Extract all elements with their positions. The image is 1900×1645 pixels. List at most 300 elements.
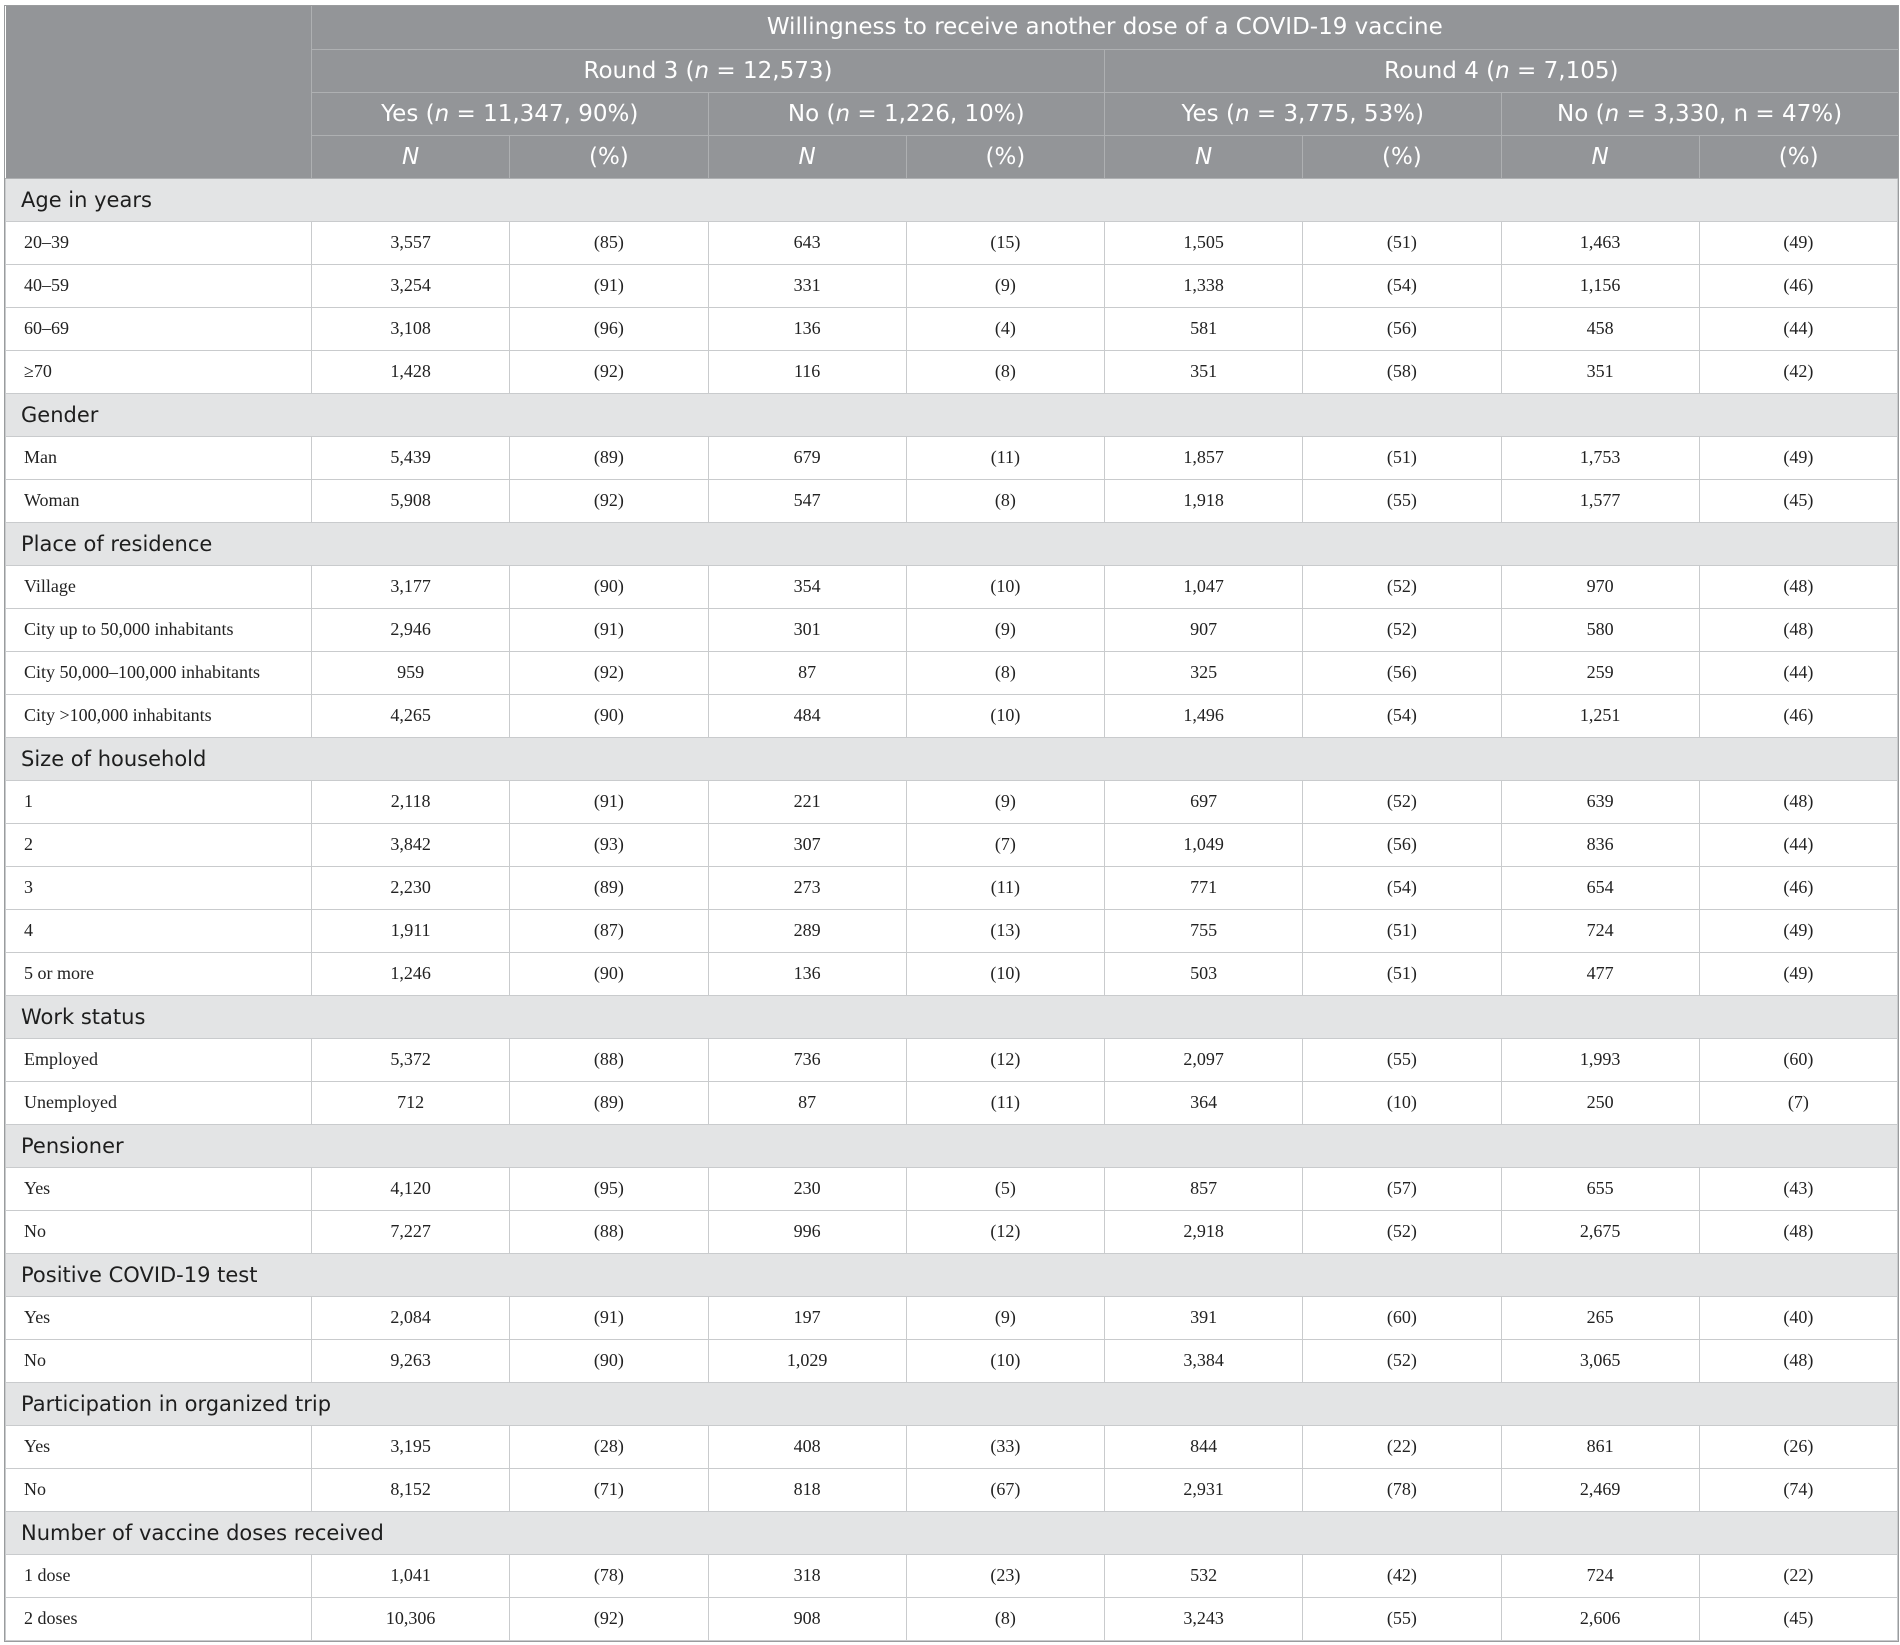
- cell-percent: (12): [906, 1038, 1104, 1081]
- cell-percent: (10): [906, 694, 1104, 737]
- cell-count: 1,047: [1105, 565, 1303, 608]
- cell-percent: (92): [510, 479, 708, 522]
- cell-percent: (51): [1303, 436, 1501, 479]
- col-header-n: N: [708, 135, 906, 178]
- table-row: [6, 1554, 1898, 1597]
- cell-count: 1,857: [1105, 436, 1303, 479]
- group-label: No: [787, 100, 820, 127]
- row-label: 40–59: [6, 264, 312, 307]
- cell-percent: (22): [1303, 1425, 1501, 1468]
- cell-percent: (46): [1699, 866, 1897, 909]
- group-n: 1,226, 10%: [883, 100, 1016, 127]
- cell-percent: (52): [1303, 608, 1501, 651]
- cell-count: 1,993: [1501, 1038, 1699, 1081]
- cell-percent: (58): [1303, 350, 1501, 393]
- cell-count: 836: [1501, 823, 1699, 866]
- group-label: Yes: [1181, 100, 1219, 127]
- cell-percent: (48): [1699, 1339, 1897, 1382]
- cell-percent: (71): [510, 1468, 708, 1511]
- cell-count: 1,251: [1501, 694, 1699, 737]
- n-symbol: n: [434, 100, 450, 127]
- cell-percent: (8): [906, 1597, 1104, 1640]
- cell-percent: (44): [1699, 307, 1897, 350]
- section-title: Gender: [6, 393, 1898, 436]
- cell-count: 351: [1105, 350, 1303, 393]
- cell-count: 1,428: [312, 350, 510, 393]
- cell-percent: (11): [906, 436, 1104, 479]
- cell-percent: (48): [1699, 608, 1897, 651]
- section-title: Place of residence: [6, 522, 1898, 565]
- round-label: Round 3: [583, 57, 679, 84]
- cell-count: 301: [708, 608, 906, 651]
- round-3-header: Round 3 (n = 12,573): [312, 49, 1105, 92]
- cell-percent: (55): [1303, 1038, 1501, 1081]
- cell-count: 959: [312, 651, 510, 694]
- cell-percent: (56): [1303, 823, 1501, 866]
- results-table: [5, 6, 1898, 1641]
- cell-count: 87: [708, 1081, 906, 1124]
- col-header-pct: (%): [1303, 135, 1501, 178]
- table-row: [6, 952, 1898, 995]
- section-title: Participation in organized trip: [6, 1382, 1898, 1425]
- cell-percent: (89): [510, 436, 708, 479]
- table-row: [6, 780, 1898, 823]
- row-label: ≥70: [6, 350, 312, 393]
- cell-count: 325: [1105, 651, 1303, 694]
- cell-count: 318: [708, 1554, 906, 1597]
- round-n: 7,105: [1543, 57, 1610, 84]
- row-label: City up to 50,000 inhabitants: [6, 608, 312, 651]
- cell-count: 996: [708, 1210, 906, 1253]
- cell-percent: (23): [906, 1554, 1104, 1597]
- cell-count: 87: [708, 651, 906, 694]
- section-header-row: [6, 1253, 1898, 1296]
- row-label: City >100,000 inhabitants: [6, 694, 312, 737]
- cell-count: 3,254: [312, 264, 510, 307]
- row-label: No: [6, 1210, 312, 1253]
- row-label: Yes: [6, 1296, 312, 1339]
- section-title: Number of vaccine doses received: [6, 1511, 1898, 1554]
- col-header-pct: (%): [510, 135, 708, 178]
- cell-count: 265: [1501, 1296, 1699, 1339]
- section-header-row: [6, 1124, 1898, 1167]
- table-row: [6, 909, 1898, 952]
- table-row: [6, 221, 1898, 264]
- cell-percent: (90): [510, 952, 708, 995]
- cell-count: 1,029: [708, 1339, 906, 1382]
- cell-percent: (90): [510, 565, 708, 608]
- cell-count: 1,246: [312, 952, 510, 995]
- table-row: [6, 436, 1898, 479]
- cell-count: 970: [1501, 565, 1699, 608]
- cell-percent: (9): [906, 264, 1104, 307]
- table-row: [6, 1339, 1898, 1382]
- cell-count: 458: [1501, 307, 1699, 350]
- cell-count: 351: [1501, 350, 1699, 393]
- group-header-r4-no: No (n = 3,330, n = 47%): [1501, 92, 1898, 135]
- cell-count: 907: [1105, 608, 1303, 651]
- cell-percent: (15): [906, 221, 1104, 264]
- cell-count: 771: [1105, 866, 1303, 909]
- cell-count: 1,156: [1501, 264, 1699, 307]
- cell-percent: (42): [1699, 350, 1897, 393]
- cell-percent: (60): [1699, 1038, 1897, 1081]
- group-n: 3,775, 53%: [1283, 100, 1416, 127]
- section-title: Pensioner: [6, 1124, 1898, 1167]
- cell-count: 354: [708, 565, 906, 608]
- cell-count: 3,557: [312, 221, 510, 264]
- cell-percent: (90): [510, 1339, 708, 1382]
- cell-percent: (45): [1699, 1597, 1897, 1640]
- cell-count: 712: [312, 1081, 510, 1124]
- table-row: [6, 1425, 1898, 1468]
- cell-count: 5,439: [312, 436, 510, 479]
- row-label: 5 or more: [6, 952, 312, 995]
- cell-percent: (22): [1699, 1554, 1897, 1597]
- cell-percent: (11): [906, 866, 1104, 909]
- cell-count: 307: [708, 823, 906, 866]
- table-row: [6, 694, 1898, 737]
- cell-percent: (44): [1699, 651, 1897, 694]
- n-symbol: n: [694, 57, 710, 84]
- cell-count: 408: [708, 1425, 906, 1468]
- cell-count: 289: [708, 909, 906, 952]
- cell-count: 9,263: [312, 1339, 510, 1382]
- cell-count: 818: [708, 1468, 906, 1511]
- table-row: [6, 651, 1898, 694]
- table-row: [6, 866, 1898, 909]
- cell-count: 1,577: [1501, 479, 1699, 522]
- cell-count: 3,842: [312, 823, 510, 866]
- n-symbol: n: [1234, 100, 1250, 127]
- cell-count: 2,931: [1105, 1468, 1303, 1511]
- cell-percent: (9): [906, 608, 1104, 651]
- group-label: Yes: [381, 100, 419, 127]
- table-row: [6, 1210, 1898, 1253]
- cell-percent: (88): [510, 1038, 708, 1081]
- cell-count: 1,463: [1501, 221, 1699, 264]
- cell-count: 1,041: [312, 1554, 510, 1597]
- cell-count: 697: [1105, 780, 1303, 823]
- cell-count: 1,753: [1501, 436, 1699, 479]
- cell-count: 2,230: [312, 866, 510, 909]
- cell-percent: (85): [510, 221, 708, 264]
- row-label: 3: [6, 866, 312, 909]
- cell-count: 1,338: [1105, 264, 1303, 307]
- cell-count: 197: [708, 1296, 906, 1339]
- cell-percent: (10): [906, 1339, 1104, 1382]
- cell-percent: (40): [1699, 1296, 1897, 1339]
- col-header-n: N: [1501, 135, 1699, 178]
- table-row: [6, 1167, 1898, 1210]
- cell-count: 679: [708, 436, 906, 479]
- cell-percent: (9): [906, 780, 1104, 823]
- cell-percent: (42): [1303, 1554, 1501, 1597]
- cell-count: 581: [1105, 307, 1303, 350]
- cell-count: 3,065: [1501, 1339, 1699, 1382]
- table-row: [6, 479, 1898, 522]
- cell-count: 477: [1501, 952, 1699, 995]
- cell-percent: (54): [1303, 866, 1501, 909]
- row-label: 20–39: [6, 221, 312, 264]
- table-header: [6, 6, 1898, 178]
- row-label: Unemployed: [6, 1081, 312, 1124]
- cell-percent: (67): [906, 1468, 1104, 1511]
- row-label: 2: [6, 823, 312, 866]
- col-header-pct: (%): [1699, 135, 1897, 178]
- section-title: Size of household: [6, 737, 1898, 780]
- cell-count: 1,049: [1105, 823, 1303, 866]
- section-header-row: [6, 1511, 1898, 1554]
- cell-count: 2,097: [1105, 1038, 1303, 1081]
- cell-percent: (13): [906, 909, 1104, 952]
- results-table-frame: [4, 5, 1899, 1642]
- cell-count: 250: [1501, 1081, 1699, 1124]
- table-row: [6, 307, 1898, 350]
- cell-count: 3,108: [312, 307, 510, 350]
- cell-percent: (87): [510, 909, 708, 952]
- cell-percent: (46): [1699, 264, 1897, 307]
- cell-percent: (52): [1303, 1210, 1501, 1253]
- cell-percent: (60): [1303, 1296, 1501, 1339]
- cell-percent: (26): [1699, 1425, 1897, 1468]
- cell-percent: (51): [1303, 909, 1501, 952]
- cell-count: 116: [708, 350, 906, 393]
- row-label: Village: [6, 565, 312, 608]
- cell-percent: (92): [510, 1597, 708, 1640]
- cell-percent: (7): [1699, 1081, 1897, 1124]
- cell-percent: (89): [510, 1081, 708, 1124]
- cell-count: 2,084: [312, 1296, 510, 1339]
- cell-percent: (8): [906, 479, 1104, 522]
- header-corner-cell: [6, 6, 312, 178]
- cell-count: 3,384: [1105, 1339, 1303, 1382]
- cell-count: 2,918: [1105, 1210, 1303, 1253]
- row-label: City 50,000–100,000 inhabitants: [6, 651, 312, 694]
- table-row: [6, 264, 1898, 307]
- row-label: Employed: [6, 1038, 312, 1081]
- cell-percent: (49): [1699, 909, 1897, 952]
- cell-count: 724: [1501, 909, 1699, 952]
- row-label: No: [6, 1468, 312, 1511]
- section-header-row: [6, 737, 1898, 780]
- row-label: 60–69: [6, 307, 312, 350]
- cell-percent: (92): [510, 350, 708, 393]
- section-header-row: [6, 1382, 1898, 1425]
- cell-percent: (91): [510, 608, 708, 651]
- table-row: [6, 1597, 1898, 1640]
- row-label: Yes: [6, 1167, 312, 1210]
- cell-count: 1,505: [1105, 221, 1303, 264]
- cell-count: 861: [1501, 1425, 1699, 1468]
- cell-count: 3,177: [312, 565, 510, 608]
- cell-count: 230: [708, 1167, 906, 1210]
- table-row: [6, 565, 1898, 608]
- cell-percent: (8): [906, 350, 1104, 393]
- col-header-n: N: [312, 135, 510, 178]
- cell-percent: (49): [1699, 436, 1897, 479]
- cell-count: 259: [1501, 651, 1699, 694]
- cell-count: 273: [708, 866, 906, 909]
- cell-count: 484: [708, 694, 906, 737]
- cell-percent: (10): [1303, 1081, 1501, 1124]
- cell-percent: (49): [1699, 952, 1897, 995]
- group-header-r4-yes: Yes (n = 3,775, 53%): [1105, 92, 1502, 135]
- cell-percent: (4): [906, 307, 1104, 350]
- section-header-row: [6, 522, 1898, 565]
- round-4-header: Round 4 (n = 7,105): [1105, 49, 1898, 92]
- section-title: Positive COVID-19 test: [6, 1253, 1898, 1296]
- cell-count: 655: [1501, 1167, 1699, 1210]
- cell-percent: (9): [906, 1296, 1104, 1339]
- cell-count: 4,120: [312, 1167, 510, 1210]
- cell-count: 654: [1501, 866, 1699, 909]
- cell-percent: (90): [510, 694, 708, 737]
- group-header-r3-yes: Yes (n = 11,347, 90%): [312, 92, 709, 135]
- cell-percent: (55): [1303, 479, 1501, 522]
- table-row: [6, 823, 1898, 866]
- cell-count: 10,306: [312, 1597, 510, 1640]
- n-symbol: n: [835, 100, 851, 127]
- cell-count: 221: [708, 780, 906, 823]
- cell-percent: (10): [906, 565, 1104, 608]
- cell-count: 736: [708, 1038, 906, 1081]
- cell-percent: (10): [906, 952, 1104, 995]
- cell-percent: (91): [510, 264, 708, 307]
- cell-percent: (48): [1699, 565, 1897, 608]
- row-label: No: [6, 1339, 312, 1382]
- table-row: [6, 1468, 1898, 1511]
- cell-percent: (91): [510, 1296, 708, 1339]
- n-symbol: n: [1604, 100, 1620, 127]
- cell-count: 3,243: [1105, 1597, 1303, 1640]
- cell-count: 331: [708, 264, 906, 307]
- group-label: No: [1557, 100, 1589, 127]
- cell-count: 908: [708, 1597, 906, 1640]
- table-body: [6, 178, 1898, 1640]
- cell-count: 1,911: [312, 909, 510, 952]
- cell-count: 857: [1105, 1167, 1303, 1210]
- cell-count: 503: [1105, 952, 1303, 995]
- cell-percent: (7): [906, 823, 1104, 866]
- table-row: [6, 1081, 1898, 1124]
- cell-percent: (89): [510, 866, 708, 909]
- row-label: 2 doses: [6, 1597, 312, 1640]
- cell-count: 755: [1105, 909, 1303, 952]
- cell-percent: (12): [906, 1210, 1104, 1253]
- cell-count: 2,118: [312, 780, 510, 823]
- cell-percent: (49): [1699, 221, 1897, 264]
- table-row: [6, 608, 1898, 651]
- cell-count: 2,606: [1501, 1597, 1699, 1640]
- cell-percent: (95): [510, 1167, 708, 1210]
- cell-count: 2,675: [1501, 1210, 1699, 1253]
- cell-percent: (96): [510, 307, 708, 350]
- col-header-n: N: [1105, 135, 1303, 178]
- cell-percent: (52): [1303, 565, 1501, 608]
- cell-count: 7,227: [312, 1210, 510, 1253]
- cell-percent: (88): [510, 1210, 708, 1253]
- cell-count: 5,908: [312, 479, 510, 522]
- col-header-pct: (%): [906, 135, 1104, 178]
- cell-percent: (57): [1303, 1167, 1501, 1210]
- group-header-r3-no: No (n = 1,226, 10%): [708, 92, 1105, 135]
- section-header-row: [6, 178, 1898, 221]
- section-header-row: [6, 393, 1898, 436]
- cell-count: 844: [1105, 1425, 1303, 1468]
- round-n: 12,573: [743, 57, 824, 84]
- cell-percent: (56): [1303, 307, 1501, 350]
- section-title: Work status: [6, 995, 1898, 1038]
- n-symbol: n: [1495, 57, 1510, 84]
- cell-percent: (45): [1699, 479, 1897, 522]
- cell-percent: (51): [1303, 952, 1501, 995]
- cell-percent: (43): [1699, 1167, 1897, 1210]
- cell-count: 1,918: [1105, 479, 1303, 522]
- cell-percent: (52): [1303, 780, 1501, 823]
- cell-percent: (51): [1303, 221, 1501, 264]
- row-label: 1: [6, 780, 312, 823]
- table-row: [6, 1038, 1898, 1081]
- section-header-row: [6, 995, 1898, 1038]
- cell-percent: (91): [510, 780, 708, 823]
- row-label: 1 dose: [6, 1554, 312, 1597]
- cell-percent: (54): [1303, 264, 1501, 307]
- cell-percent: (78): [1303, 1468, 1501, 1511]
- cell-count: 2,946: [312, 608, 510, 651]
- cell-percent: (48): [1699, 1210, 1897, 1253]
- cell-percent: (56): [1303, 651, 1501, 694]
- cell-count: 547: [708, 479, 906, 522]
- cell-percent: (46): [1699, 694, 1897, 737]
- cell-count: 724: [1501, 1554, 1699, 1597]
- cell-percent: (55): [1303, 1597, 1501, 1640]
- table-row: [6, 1296, 1898, 1339]
- cell-count: 364: [1105, 1081, 1303, 1124]
- cell-count: 532: [1105, 1554, 1303, 1597]
- table-title: Willingness to receive another dose of a COVID-19 vaccine: [312, 6, 1898, 49]
- cell-percent: (28): [510, 1425, 708, 1468]
- cell-percent: (8): [906, 651, 1104, 694]
- section-title: Age in years: [6, 178, 1898, 221]
- cell-percent: (74): [1699, 1468, 1897, 1511]
- cell-count: 580: [1501, 608, 1699, 651]
- cell-percent: (52): [1303, 1339, 1501, 1382]
- row-label: 4: [6, 909, 312, 952]
- cell-percent: (33): [906, 1425, 1104, 1468]
- cell-count: 4,265: [312, 694, 510, 737]
- cell-percent: (92): [510, 651, 708, 694]
- cell-count: 5,372: [312, 1038, 510, 1081]
- cell-percent: (54): [1303, 694, 1501, 737]
- table-row: [6, 350, 1898, 393]
- cell-count: 639: [1501, 780, 1699, 823]
- cell-count: 3,195: [312, 1425, 510, 1468]
- cell-percent: (5): [906, 1167, 1104, 1210]
- group-n: 3,330, n = 47%: [1653, 100, 1834, 127]
- cell-count: 136: [708, 307, 906, 350]
- cell-percent: (78): [510, 1554, 708, 1597]
- cell-count: 1,496: [1105, 694, 1303, 737]
- cell-percent: (44): [1699, 823, 1897, 866]
- cell-percent: (93): [510, 823, 708, 866]
- cell-percent: (48): [1699, 780, 1897, 823]
- group-n: 11,347, 90%: [483, 100, 630, 127]
- cell-count: 136: [708, 952, 906, 995]
- cell-percent: (11): [906, 1081, 1104, 1124]
- cell-count: 643: [708, 221, 906, 264]
- row-label: Man: [6, 436, 312, 479]
